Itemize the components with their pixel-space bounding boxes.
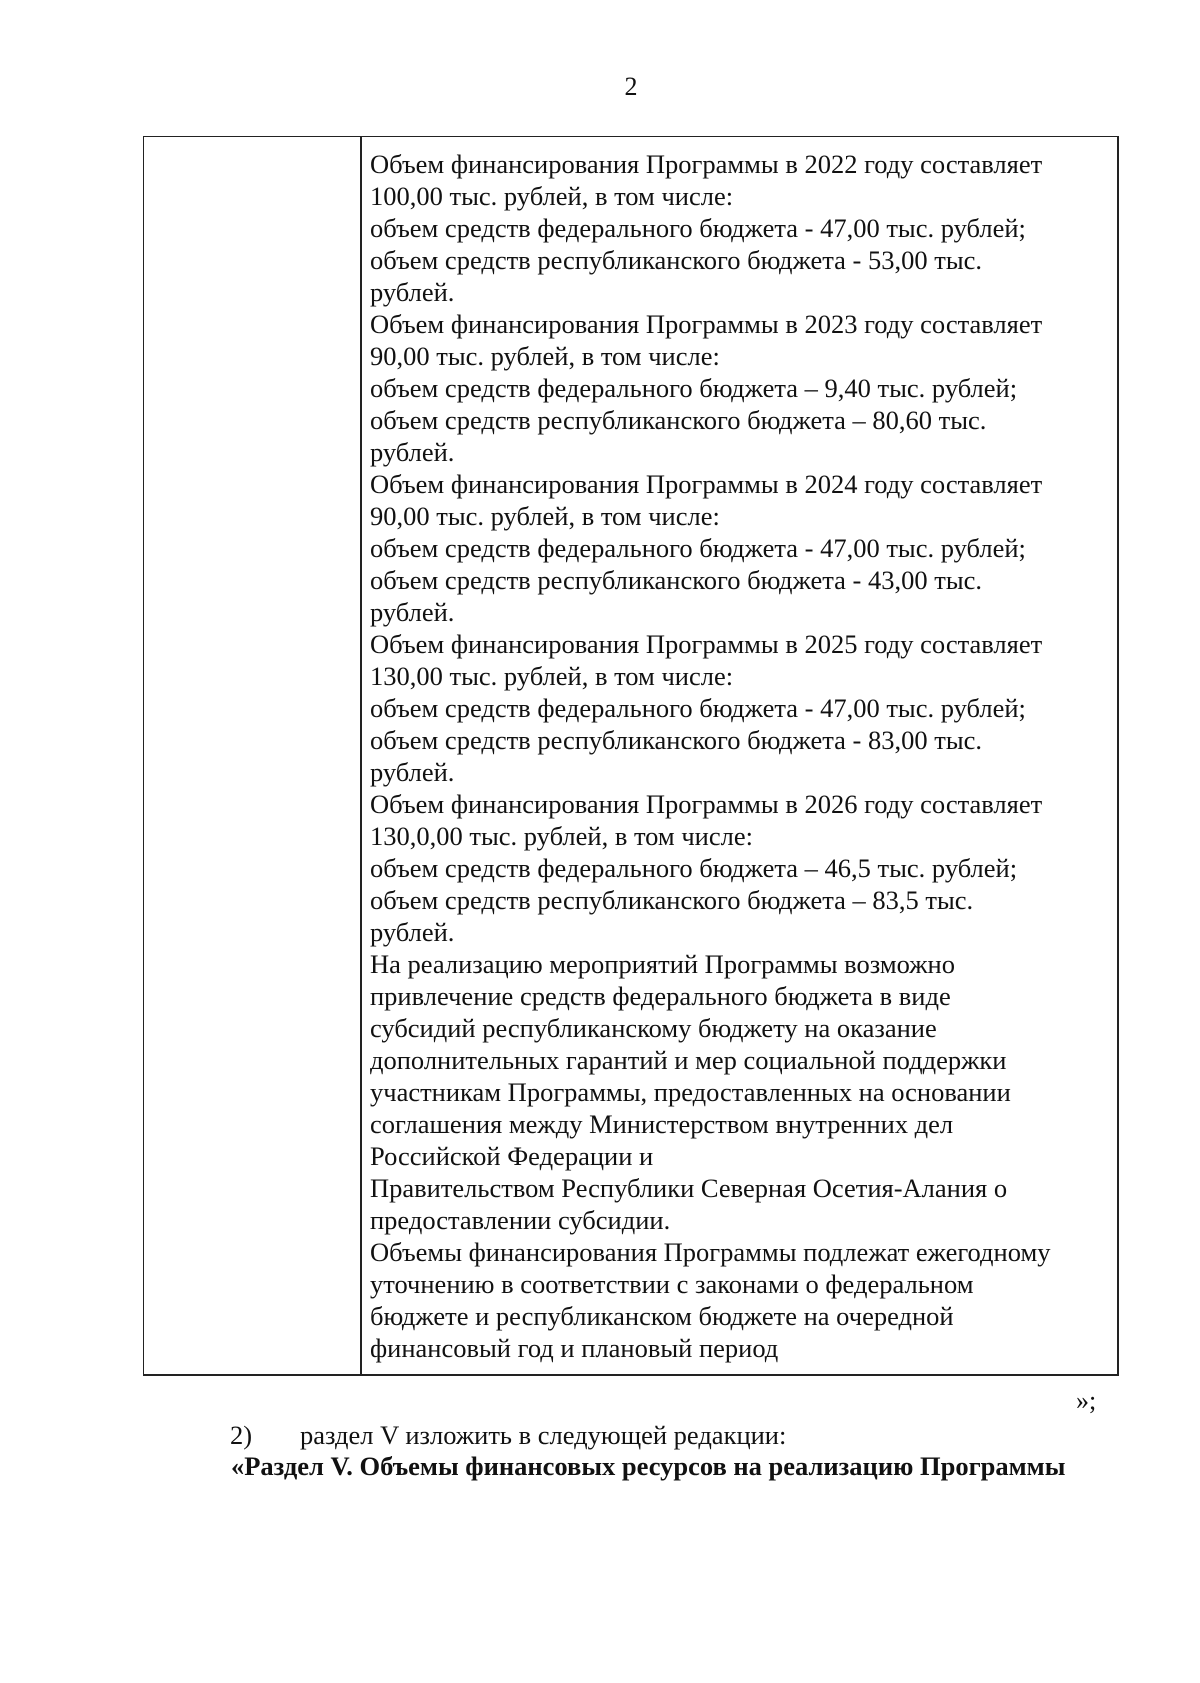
- table-cell-line: бюджете и республиканском бюджете на очередной: [370, 1301, 954, 1331]
- table-right-cell: [370, 148, 1115, 1364]
- table-cell-line: Объем финансирования Программы в 2026 году составляет: [370, 789, 1043, 819]
- table-cell-line: Объем финансирования Программы в 2023 году составляет: [370, 309, 1043, 339]
- table-cell-line: объем средств республиканского бюджета – 83,5 тыс.: [370, 885, 974, 915]
- table-cell-line: объем средств республиканского бюджета – 80,60 тыс.: [370, 405, 987, 435]
- table-cell-line: соглашения между Министерством внутренних дел: [370, 1109, 954, 1139]
- table-cell-line: Правительством Республики Северная Осетия-Алания о: [370, 1173, 1008, 1203]
- table-cell-line: объем средств федерального бюджета – 9,40 тыс. рублей;: [370, 373, 1018, 403]
- table-cell-line: субсидий республиканскому бюджету на оказание: [370, 1013, 937, 1043]
- table-bottom-border: [143, 1374, 1119, 1376]
- table-cell-line: объем средств федерального бюджета - 47,00 тыс. рублей;: [370, 693, 1026, 723]
- table-cell-line: рублей.: [370, 277, 455, 307]
- table-cell-line: На реализацию мероприятий Программы возможно: [370, 949, 955, 979]
- section-heading: «Раздел V. Объемы финансовых ресурсов на реализацию Программы: [231, 1451, 1066, 1481]
- table-right-border: [1117, 136, 1119, 1376]
- table-cell-line: финансовый год и плановый период: [370, 1333, 779, 1363]
- table-cell-line: рублей.: [370, 597, 455, 627]
- item-text: раздел V изложить в следующей редакции:: [300, 1420, 787, 1450]
- table-cell-line: рублей.: [370, 757, 455, 787]
- table-cell-line: рублей.: [370, 437, 455, 467]
- table-cell-line: уточнению в соответствии с законами о федеральном: [370, 1269, 974, 1299]
- table-cell-line: объем средств республиканского бюджета - 43,00 тыс.: [370, 565, 983, 595]
- table-cell-line: дополнительных гарантий и мер социальной поддержки: [370, 1045, 1007, 1075]
- table-cell-line: 100,00 тыс. рублей, в том числе:: [370, 181, 734, 211]
- table-cell-line: объем средств федерального бюджета - 47,00 тыс. рублей;: [370, 533, 1026, 563]
- table-cell-line: 90,00 тыс. рублей, в том числе:: [370, 501, 720, 531]
- table-column-divider: [360, 136, 362, 1376]
- closing-quote: »;: [1076, 1386, 1097, 1415]
- table-cell-line: участникам Программы, предоставленных на основании: [370, 1077, 1011, 1107]
- page-number: 2: [624, 72, 638, 101]
- table-cell-line: Объем финансирования Программы в 2025 году составляет: [370, 629, 1043, 659]
- table-cell-line: Объемы финансирования Программы подлежат ежегодному: [370, 1237, 1051, 1267]
- table-cell-line: 130,00 тыс. рублей, в том числе:: [370, 661, 734, 691]
- table-cell-line: объем средств республиканского бюджета - 83,00 тыс.: [370, 725, 983, 755]
- table-cell-line: Объем финансирования Программы в 2024 году составляет: [370, 469, 1043, 499]
- item-number: 2): [230, 1420, 253, 1450]
- table-cell-line: Объем финансирования Программы в 2022 году составляет: [370, 149, 1043, 179]
- table-cell-line: Российской Федерации и: [370, 1141, 654, 1171]
- table-cell-line: 90,00 тыс. рублей, в том числе:: [370, 341, 720, 371]
- table-cell-line: привлечение средств федерального бюджета в виде: [370, 981, 951, 1011]
- table-cell-line: рублей.: [370, 917, 455, 947]
- table-cell-line: объем средств федерального бюджета – 46,5 тыс. рублей;: [370, 853, 1018, 883]
- table-cell-line: объем средств республиканского бюджета - 53,00 тыс.: [370, 245, 983, 275]
- table-cell-line: 130,0,00 тыс. рублей, в том числе:: [370, 821, 753, 851]
- table-cell-line: объем средств федерального бюджета - 47,00 тыс. рублей;: [370, 213, 1026, 243]
- amendment-item: [230, 1419, 786, 1451]
- table-cell-line: предоставлении субсидии.: [370, 1205, 671, 1235]
